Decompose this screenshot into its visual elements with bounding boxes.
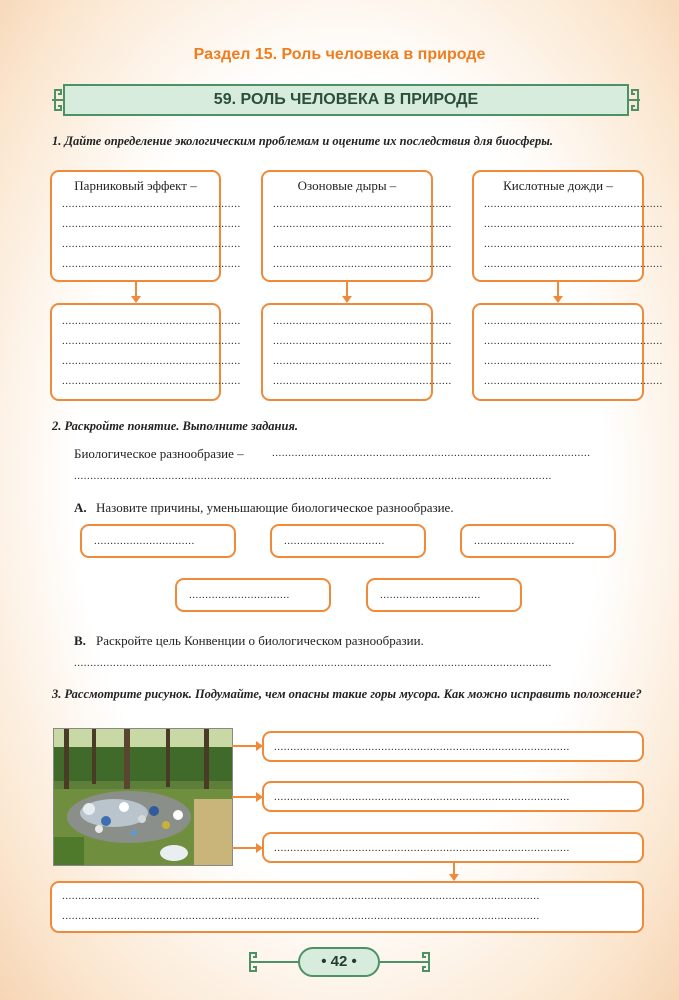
- term-answer-line[interactable]: ..................................................................................................: [272, 447, 591, 459]
- arrow-down-icon: [453, 863, 455, 880]
- term-label: Биологическое разнообразие –: [74, 446, 244, 461]
- task-b-answer-line[interactable]: ...................................................................................................................................................: [74, 657, 552, 669]
- answer-line: ...............................: [380, 589, 481, 601]
- reason-box-2[interactable]: [270, 524, 426, 558]
- answer-line: .......................................................: [62, 355, 241, 367]
- answer-line: ...............................: [284, 535, 385, 547]
- answer-line: .......................................................: [484, 258, 663, 270]
- answer-line: .......................................................: [62, 238, 241, 250]
- answer-line: .......................................................: [62, 218, 241, 230]
- answer-line: .......................................................: [484, 375, 663, 387]
- answer-line: ...............................: [189, 589, 290, 601]
- page-right-ornament-icon: [418, 950, 432, 974]
- acid-rain-consequences-box[interactable]: [472, 303, 663, 401]
- arrow-right-icon: [232, 745, 262, 747]
- reason-box-1[interactable]: [80, 524, 236, 558]
- answer-line: .......................................................: [62, 315, 241, 327]
- box-title: Озоновые дыры –: [297, 178, 397, 193]
- box-title: Кислотные дожди –: [503, 178, 613, 193]
- ozone-holes-definition-box[interactable]: [261, 170, 452, 282]
- lesson-title: 59. РОЛЬ ЧЕЛОВЕКА В ПРИРОДЕ: [63, 84, 629, 116]
- answer-line: .......................................................: [62, 335, 241, 347]
- answer-line: ...........................................................................................: [274, 741, 570, 753]
- answer-line: .......................................................: [273, 315, 452, 327]
- page-number: • 42 •: [298, 947, 380, 977]
- answer-line: .......................................................: [273, 375, 452, 387]
- task-a-letter: А.: [74, 500, 87, 515]
- danger-answer-box-3[interactable]: [262, 832, 644, 863]
- answer-line: .......................................................: [273, 238, 452, 250]
- answer-line: .......................................................: [273, 258, 452, 270]
- answer-line: ...................................................................................................................................................: [62, 910, 540, 922]
- answer-line: .......................................................: [484, 355, 663, 367]
- acid-rain-definition-box[interactable]: [472, 170, 663, 282]
- answer-line: ...............................: [94, 535, 195, 547]
- reason-box-5[interactable]: [366, 578, 522, 612]
- greenhouse-definition-box[interactable]: [50, 170, 241, 282]
- page-left-ornament-icon: [247, 950, 261, 974]
- answer-line: .......................................................: [484, 335, 663, 347]
- answer-line: .......................................................: [273, 198, 452, 210]
- answer-line: .......................................................: [273, 355, 452, 367]
- arrow-right-icon: [232, 796, 262, 798]
- answer-line: .......................................................: [484, 238, 663, 250]
- answer-line: ...............................: [474, 535, 575, 547]
- answer-line: .......................................................: [62, 258, 241, 270]
- answer-line: .......................................................: [273, 335, 452, 347]
- answer-line: .......................................................: [273, 218, 452, 230]
- answer-line: ...........................................................................................: [274, 791, 570, 803]
- box-title: Парниковый эффект –: [74, 178, 197, 193]
- arrow-down-icon: [557, 282, 559, 302]
- question-3-text: 3. Рассмотрите рисунок. Подумайте, чем опасны такие горы мусора. Как можно исправить положение?: [52, 687, 642, 701]
- answer-line: .......................................................: [484, 218, 663, 230]
- question-2-text: 2. Раскройте понятие. Выполните задания.: [52, 419, 299, 433]
- greenhouse-consequences-box[interactable]: [50, 303, 241, 401]
- danger-answer-box-2[interactable]: [262, 781, 644, 812]
- page-number-left-line: [255, 961, 299, 963]
- arrow-down-icon: [135, 282, 137, 302]
- answer-line: .......................................................: [484, 315, 663, 327]
- danger-answer-box-1[interactable]: [262, 731, 644, 762]
- reason-box-4[interactable]: [175, 578, 331, 612]
- page-number-right-line: [379, 961, 423, 963]
- garbage-forest-image: [54, 729, 232, 865]
- task-a-text: Назовите причины, уменьшающие биологическое разнообразие.: [96, 500, 454, 515]
- answer-line: .......................................................: [62, 198, 241, 210]
- answer-line: ...................................................................................................................................................: [62, 890, 540, 902]
- term-answer-line-2[interactable]: ...................................................................................................................................................: [74, 470, 552, 482]
- task-b-letter: В.: [74, 633, 86, 648]
- question-1-text: 1. Дайте определение экологическим проблемам и оцените их последствия для биосферы.: [52, 134, 553, 148]
- solution-answer-box[interactable]: [50, 881, 644, 933]
- answer-line: ...........................................................................................: [274, 842, 570, 854]
- garbage-heap-photo: [53, 728, 233, 866]
- arrow-right-icon: [232, 847, 262, 849]
- reason-box-3[interactable]: [460, 524, 616, 558]
- answer-line: .......................................................: [62, 375, 241, 387]
- task-b-text: Раскройте цель Конвенции о биологическом разнообразии.: [96, 633, 424, 648]
- ozone-consequences-box[interactable]: [261, 303, 452, 401]
- section-title: Раздел 15. Роль человека в природе: [193, 46, 486, 63]
- answer-line: .......................................................: [484, 198, 663, 210]
- arrow-down-icon: [346, 282, 348, 302]
- banner-right-ornament-icon: [627, 86, 641, 114]
